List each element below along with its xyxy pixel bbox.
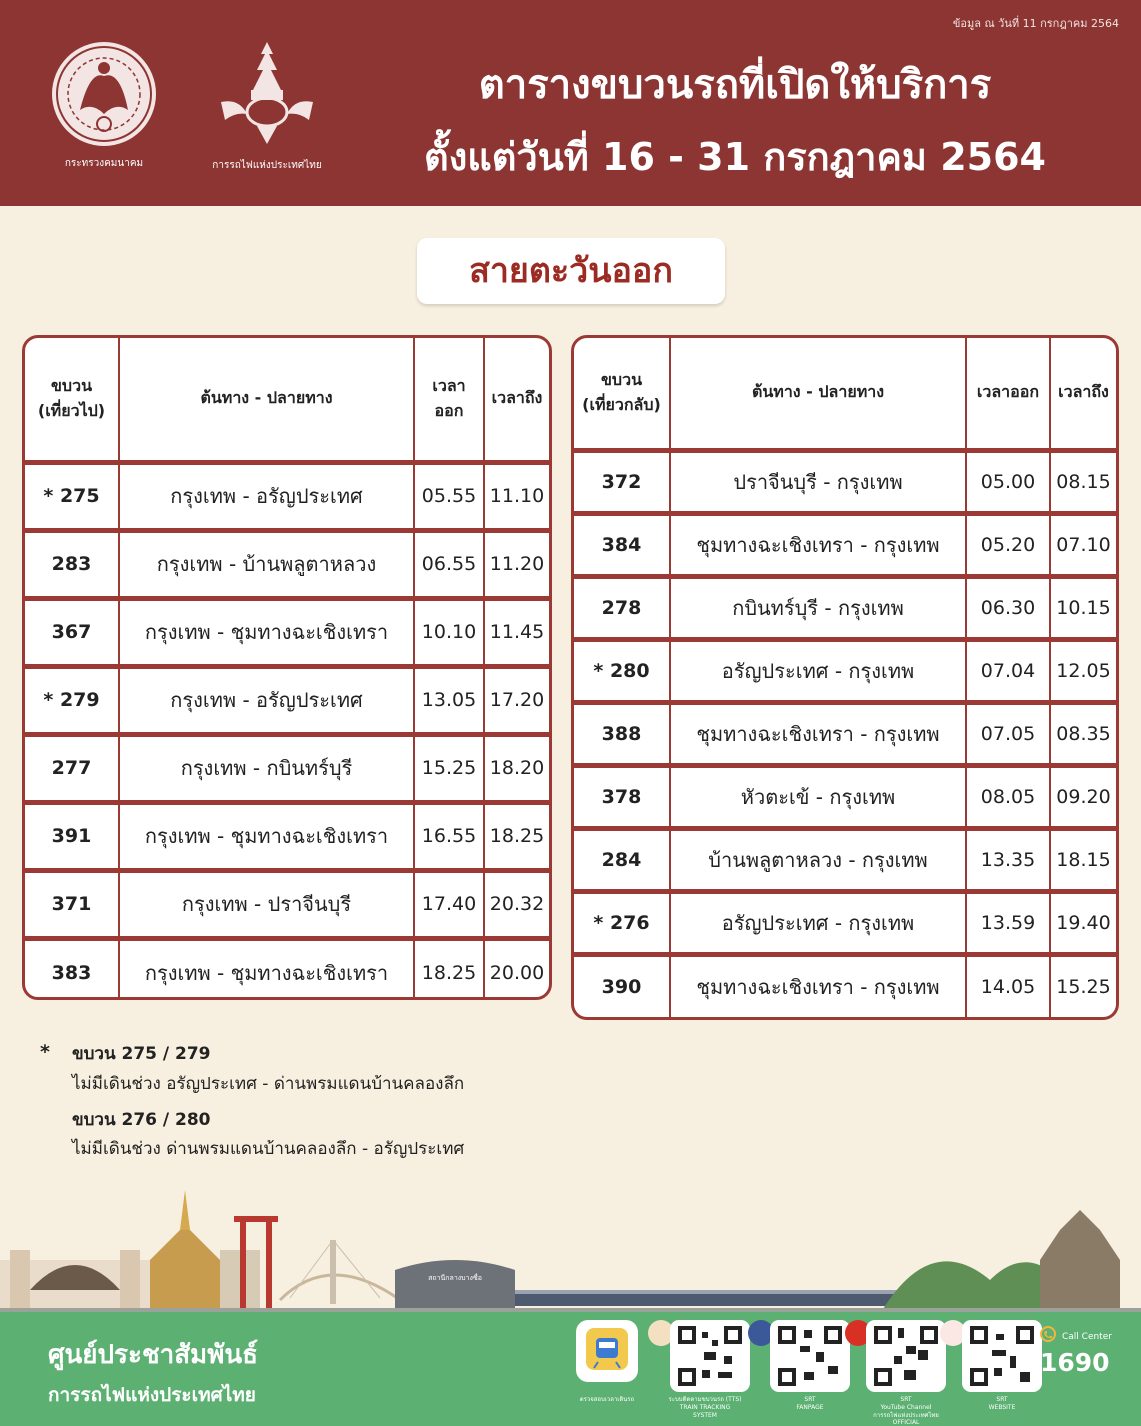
srt-caption: การรถไฟแห่งประเทศไทย [212,160,322,171]
departure-time: 17.40 [414,870,484,938]
inbound-table [571,335,1119,1020]
table-row [25,938,549,1000]
train-number: 284 [574,828,670,891]
route-cell: ชุมทางฉะเชิงเทรา - กรุงเทพ [670,702,966,765]
header-route: ต้นทาง - ปลายทาง [670,338,966,450]
arrival-time: 12.05 [1050,639,1116,702]
table-row [25,870,549,938]
route-cell: กบินทร์บุรี - กรุงเทพ [670,576,966,639]
departure-time: 16.55 [414,802,484,870]
departure-time: 13.05 [414,666,484,734]
arrival-time: 11.10 [484,462,549,530]
route-cell: กรุงเทพ - อรัญประเทศ [119,462,414,530]
qr-code-website[interactable] [962,1320,1042,1392]
departure-time: 18.25 [414,938,484,1000]
page-title: ตารางขบวนรถที่เปิดให้บริการ [478,62,992,108]
page-subtitle: ตั้งแต่วันที่ 16 - 31 กรกฎาคม 2564 [424,135,1046,179]
table-row [25,666,549,734]
arrival-time: 08.15 [1050,450,1116,513]
arrival-time: 08.35 [1050,702,1116,765]
arrival-time: 20.32 [484,870,549,938]
header-train: ขบวน (เที่ยวไป) [25,338,119,462]
arrival-time: 18.15 [1050,828,1116,891]
table-row [25,598,549,666]
train-number: 390 [574,954,670,1017]
table-row [25,734,549,802]
footnotes [40,1040,464,1165]
departure-time: 05.00 [966,450,1050,513]
table-row [574,513,1116,576]
departure-time: 06.55 [414,530,484,598]
footnote-title: ขบวน 275 / 279 [72,1044,211,1064]
table-row [574,702,1116,765]
ministry-logo [40,40,168,171]
departure-time: 13.35 [966,828,1050,891]
qr-label-website: SRT WEBSITE [988,1396,1016,1411]
table-row [574,576,1116,639]
footer-title: ศูนย์ประชาสัมพันธ์ [48,1340,258,1370]
train-number: 277 [25,734,119,802]
departure-time: 05.20 [966,513,1050,576]
train-number: 388 [574,702,670,765]
train-number: * 276 [574,891,670,954]
arrival-time: 15.25 [1050,954,1116,1017]
table-header-row [25,338,549,462]
route-cell: ชุมทางฉะเชิงเทรา - กรุงเทพ [670,954,966,1017]
station-sign: สถานีกลางบางซื่อ [428,1274,482,1282]
header-banner [0,0,1141,206]
train-number: 384 [574,513,670,576]
region-badge: สายตะวันออก [417,238,725,304]
header-arrival: เวลาถึง [484,338,549,462]
call-center-label: Call Center [1062,1332,1112,1342]
table-row [574,954,1116,1017]
qr-label-youtube: SRT YouTube Channel การรถไฟแห่งประเทศไทย OFFICIAL [873,1396,939,1426]
route-cell: กรุงเทพ - อรัญประเทศ [119,666,414,734]
departure-time: 14.05 [966,954,1050,1017]
date-note: ข้อมูล ณ วันที่ 11 กรกฎาคม 2564 [952,17,1119,30]
arrival-time: 07.10 [1050,513,1116,576]
train-number: 367 [25,598,119,666]
arrival-time: 20.00 [484,938,549,1000]
table-row [574,891,1116,954]
call-center-number[interactable]: 1690 [1040,1348,1110,1377]
table-header-row [574,338,1116,450]
departure-time: 07.05 [966,702,1050,765]
train-number: 378 [574,765,670,828]
table-row [574,639,1116,702]
qr-label-tts: ระบบติดตามขบวนรถ (TTS) TRAIN TRACKING SYSTEM [668,1396,742,1419]
departure-time: 10.10 [414,598,484,666]
arrival-time: 17.20 [484,666,549,734]
train-app-icon[interactable] [576,1320,638,1382]
ministry-seal-icon [50,40,158,148]
route-cell: กรุงเทพ - ชุมทางฉะเชิงเทรา [119,802,414,870]
train-number: 391 [25,802,119,870]
route-cell: บ้านพลูตาหลวง - กรุงเทพ [670,828,966,891]
departure-time: 07.04 [966,639,1050,702]
srt-emblem-icon [217,40,317,150]
ministry-caption: กระทรวงคมนาคม [64,158,144,169]
arrival-time: 19.40 [1050,891,1116,954]
departure-time: 15.25 [414,734,484,802]
arrival-time: 18.20 [484,734,549,802]
departure-time: 06.30 [966,576,1050,639]
table-row [25,462,549,530]
table-row [574,765,1116,828]
footnote-item [72,1106,464,1166]
table-row [25,802,549,870]
qr-code-icon [970,1326,1034,1386]
arrival-time: 11.45 [484,598,549,666]
header-departure: เวลาออก [966,338,1050,450]
qr-code-fanpage[interactable] [770,1320,850,1392]
table-row [574,828,1116,891]
train-number: 371 [25,870,119,938]
qr-label-fanpage: SRT FANPAGE [796,1396,824,1411]
route-cell: อรัญประเทศ - กรุงเทพ [670,891,966,954]
footnote-marker: * [40,1041,50,1063]
footnote-title: ขบวน 276 / 280 [72,1109,211,1130]
route-cell: ชุมทางฉะเชิงเทรา - กรุงเทพ [670,513,966,576]
train-number: 278 [574,576,670,639]
header-arrival: เวลาถึง [1050,338,1116,450]
arrival-time: 10.15 [1050,576,1116,639]
header-train: ขบวน (เที่ยวกลับ) [574,338,670,450]
table-row [25,530,549,598]
footnote-text: ไม่มีเดินช่วง ด่านพรมแดนบ้านคลองลึก - อรัญประเทศ [72,1139,465,1160]
train-number: * 275 [25,462,119,530]
srt-logo [203,40,331,173]
qr-code-icon [678,1326,742,1386]
route-cell: กรุงเทพ - กบินทร์บุรี [119,734,414,802]
departure-time: 05.55 [414,462,484,530]
arrival-time: 11.20 [484,530,549,598]
route-cell: หัวตะเข้ - กรุงเทพ [670,765,966,828]
footer-bar [0,1312,1141,1426]
footnote-text: ไม่มีเดินช่วง อรัญประเทศ - ด่านพรมแดนบ้านคลองลึก [72,1073,465,1094]
train-number: * 279 [25,666,119,734]
departure-time: 08.05 [966,765,1050,828]
route-cell: อรัญประเทศ - กรุงเทพ [670,639,966,702]
header-route: ต้นทาง - ปลายทาง [119,338,414,462]
train-number: 283 [25,530,119,598]
arrival-time: 18.25 [484,802,549,870]
footer-subtitle: การรถไฟแห่งประเทศไทย [48,1384,256,1406]
footnote-item [72,1040,464,1100]
city-skyline-illustration [0,1190,1141,1314]
header-departure: เวลา ออก [414,338,484,462]
arrival-time: 09.20 [1050,765,1116,828]
table-row [574,450,1116,513]
qr-code-icon [778,1326,842,1386]
train-number: * 280 [574,639,670,702]
route-cell: กรุงเทพ - ชุมทางฉะเชิงเทรา [119,938,414,1000]
qr-code-icon [874,1326,938,1386]
qr-code-tts[interactable] [670,1320,750,1392]
train-number: 383 [25,938,119,1000]
route-cell: กรุงเทพ - บ้านพลูตาหลวง [119,530,414,598]
qr-code-youtube[interactable] [866,1320,946,1392]
train-number: 372 [574,450,670,513]
route-cell: กรุงเทพ - ปราจีนบุรี [119,870,414,938]
app-label: ตรวจสอบเวลาเดินรถ [579,1396,635,1403]
phone-icon [1040,1326,1056,1342]
outbound-table [22,335,552,1000]
route-cell: ปราจีนบุรี - กรุงเทพ [670,450,966,513]
route-cell: กรุงเทพ - ชุมทางฉะเชิงเทรา [119,598,414,666]
departure-time: 13.59 [966,891,1050,954]
